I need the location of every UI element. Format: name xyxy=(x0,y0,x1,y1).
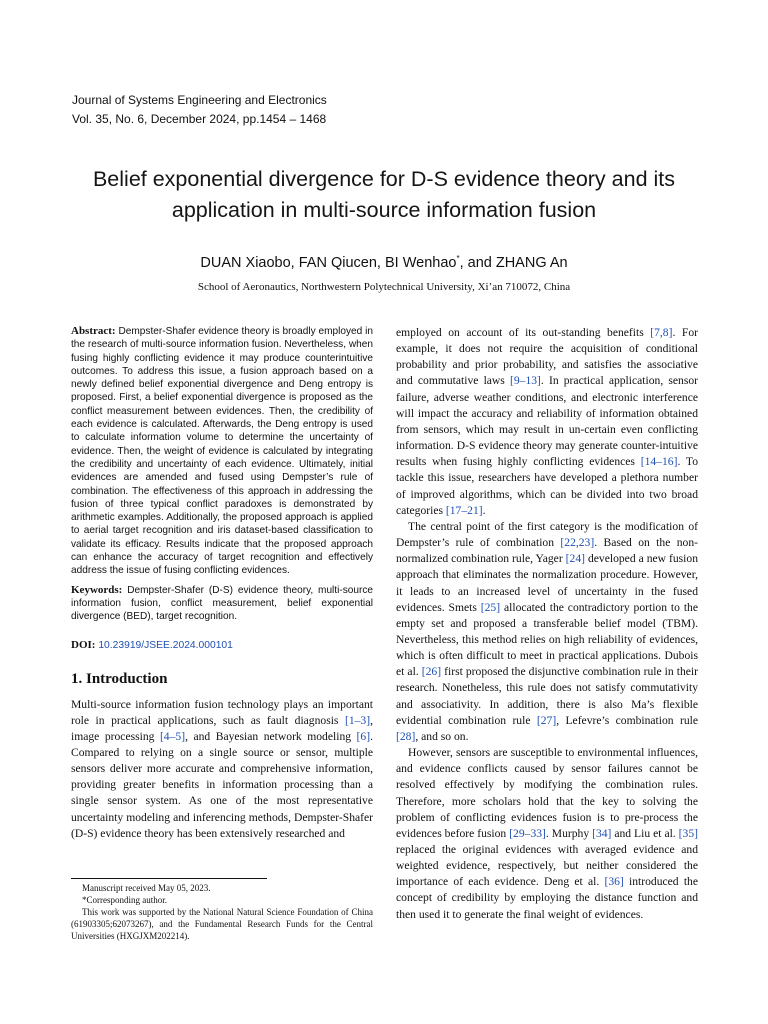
citation-link[interactable]: [25] xyxy=(480,600,501,614)
paragraph-text: employed on account of its out-standing benefits xyxy=(396,326,651,339)
doi xyxy=(71,639,373,651)
paragraph-text: introduced the concept of credibility by employing the distance function and then used it to generate the final weight of evidences. xyxy=(396,875,698,921)
footnotes xyxy=(71,882,373,942)
citation-link[interactable]: [35] xyxy=(678,826,698,840)
journal-header xyxy=(72,91,327,129)
paragraph xyxy=(396,745,698,923)
citation-link[interactable]: [24] xyxy=(565,552,585,566)
paragraph-text: . In practical application, sensor failure, adverse weather conditions, and electronic interference will impact the accuracy and reliability of information obtained from sensors, which may result in un-certain even conflicting information. D-S evidence theory may generate counter-intuitive results when fusing highly conflicting evidences xyxy=(396,374,699,469)
keywords-text: Dempster-Shafer (D-S) evidence theory, multi-source information fusion, conflict measurement, belief exponential divergence (BED), target recognition. xyxy=(71,584,374,623)
journal-issue: Vol. 35, No. 6, December 2024, pp.1454 – 1468 xyxy=(72,112,327,126)
citation-link[interactable]: [7,8] xyxy=(650,326,673,339)
citation-link[interactable]: [22,23] xyxy=(560,536,595,550)
citation-link[interactable]: [27] xyxy=(536,713,557,727)
citation-link[interactable]: [29–33] xyxy=(509,826,546,840)
citation-link[interactable]: [36] xyxy=(604,875,624,889)
doi-label: DOI: xyxy=(71,638,96,651)
author-list xyxy=(40,254,728,271)
paragraph-text: The central point of the first category is the modification of Dempster’s rule of combination xyxy=(396,519,698,550)
paragraph-text: . To tackle this issue, researchers have developed a plethora number of improved algorithms, which can be divided into two broad categories xyxy=(396,455,698,517)
author-names: DUAN Xiaobo, FAN Qiucen, BI Wenhao xyxy=(200,255,457,271)
paragraph-text: . Murphy xyxy=(545,826,593,840)
citation-link[interactable]: [6] xyxy=(356,729,371,743)
paragraph-text: first proposed the disjunctive combination rule in their research. Nonetheless, this rule does not satisfy commutativity and associativity. In addition, there is also Ma’s flexible evidential combination rule xyxy=(396,665,698,727)
citation-link[interactable]: [14–16] xyxy=(640,455,678,469)
keywords-label: Keywords: xyxy=(71,583,123,596)
citation-link[interactable]: [34] xyxy=(592,826,612,840)
paragraph-text: and Liu et al. xyxy=(611,826,679,840)
citation-link[interactable]: [26] xyxy=(421,665,442,679)
abstract-label: Abstract: xyxy=(71,325,116,337)
left-column xyxy=(71,325,373,842)
paragraph-text: . For example, it does not require the acquisition of conditional probability and prior probability, and satisfies the associative and commutative laws xyxy=(396,326,698,388)
citation-link[interactable]: [28] xyxy=(396,729,416,743)
keywords xyxy=(71,584,373,624)
paper-title xyxy=(40,164,728,226)
paragraph-text: . xyxy=(482,503,486,517)
paragraph-text: . Based on the non-normalized combination rule, Yager xyxy=(396,536,698,566)
paragraph-text: , and Bayesian network modeling xyxy=(185,729,357,743)
right-column xyxy=(396,325,698,923)
paragraph-text: replaced the original evidences with averaged evidence and weighted evidence, respectively, but neither considered the importance of each evidence. Deng et al. xyxy=(396,843,698,889)
paragraph-text: allocated the contradictory portion to the empty set and proposed a transferable belief model (TBM). Nevertheless, this method relies on high reliability of evidences, which is often difficult to meet in practical applications. Dubois et al. xyxy=(396,600,699,679)
paragraph-text: developed a new fusion approach that eliminates the normalization procedure. However, it leads to an increased level of uncertainty in the fused evidences. Smets xyxy=(396,552,698,614)
paragraph-text: , image processing xyxy=(71,713,373,743)
corresponding-author-mark: * xyxy=(456,254,460,263)
introduction-right-text xyxy=(396,325,698,923)
introduction-left-text xyxy=(71,697,373,842)
paragraph-text: , and so on. xyxy=(415,729,469,743)
abstract xyxy=(71,325,373,578)
paper-title-line-2: application in multi-source information fusion xyxy=(171,198,597,222)
doi-link[interactable]: 10.23919/JSEE.2024.000101 xyxy=(98,639,233,651)
footnote-received: Manuscript received May 05, 2023. xyxy=(82,883,211,893)
paragraph xyxy=(396,325,698,519)
paragraph-text: , Lefevre’s combination rule xyxy=(556,713,698,727)
journal-name: Journal of Systems Engineering and Electronics xyxy=(72,93,327,107)
citation-link[interactable]: [9–13] xyxy=(509,374,541,388)
footnote-divider xyxy=(71,878,267,879)
affiliation: School of Aeronautics, Northwestern Polytechnical University, Xi’an 710072, China xyxy=(197,281,571,293)
paper-title-line-1: Belief exponential divergence for D-S evidence theory and its xyxy=(92,167,676,191)
citation-link[interactable]: [17–21] xyxy=(445,503,483,517)
paragraph-text: Multi-source information fusion technology plays an important role in practical applications, such as fault diagnosis xyxy=(71,697,373,727)
paragraph xyxy=(71,697,373,842)
citation-link[interactable]: [4–5] xyxy=(159,729,186,743)
abstract-text: Dempster-Shafer evidence theory is broadly employed in the research of multi-source information fusion. Nevertheless, when fusing highly conflicting evidence it may produce counterintuitive outcomes. To address this issue, a fusion approach based on a newly defined belief exponential divergence and Deng entropy is proposed. First, a belief exponential divergence is proposed as the conflict measurement between evidences. Then, the credibility of each evidence is calculated. Afterwards, the Deng entropy is used to calculate information volume to determine the uncertainty of evidence. Then, the weight of evidence is calculated by integrating the credibility and uncertainty of each evidence. Ultimately, initial evidences are amended and fused using Dempster’s rule of combination. The effectiveness of this approach in addressing the fusion of three typical conflict paradoxes is demonstrated by arithmetic examples. Additionally, the proposed approach is applied to aerial target recognition and iris dataset-based classification to validate its efficacy. Results indicate that the proposed approach can enhance the accuracy of target recognition and effectively address the issue of fusing conflicting evidences. xyxy=(71,326,373,577)
footnote-corresponding: *Corresponding author. xyxy=(82,895,167,905)
paragraph-text: However, sensors are susceptible to environmental influences, and evidence conflicts caused by sensor failures cannot be resolved effectively by modifying the combination rules. Therefore, more scholars hold that the key to solving the problem of conflicting evidences fusion is to pre-process the evidences before fusion xyxy=(396,746,698,840)
citation-link[interactable]: [1–3] xyxy=(344,713,371,727)
paragraph xyxy=(396,519,698,745)
paragraph-text: . Compared to relying on a single source or sensor, multiple sensors deliver more accurate and comprehensive information, providing greater benefits in information processing than a single sensor system. As one of the most representative uncertainty modeling and inferencing methods, Dempster-Shafer (D-S) evidence theory has been extensively researched and xyxy=(71,729,373,840)
section-heading-introduction: 1. Introduction xyxy=(71,670,168,687)
footnote-funding: This work was supported by the National Natural Science Foundation of China (61903305;62073267), and the Fundamental Research Funds for the Central Universities (HXGJXM202214). xyxy=(71,907,373,941)
author-names-tail: , and ZHANG An xyxy=(459,255,568,271)
